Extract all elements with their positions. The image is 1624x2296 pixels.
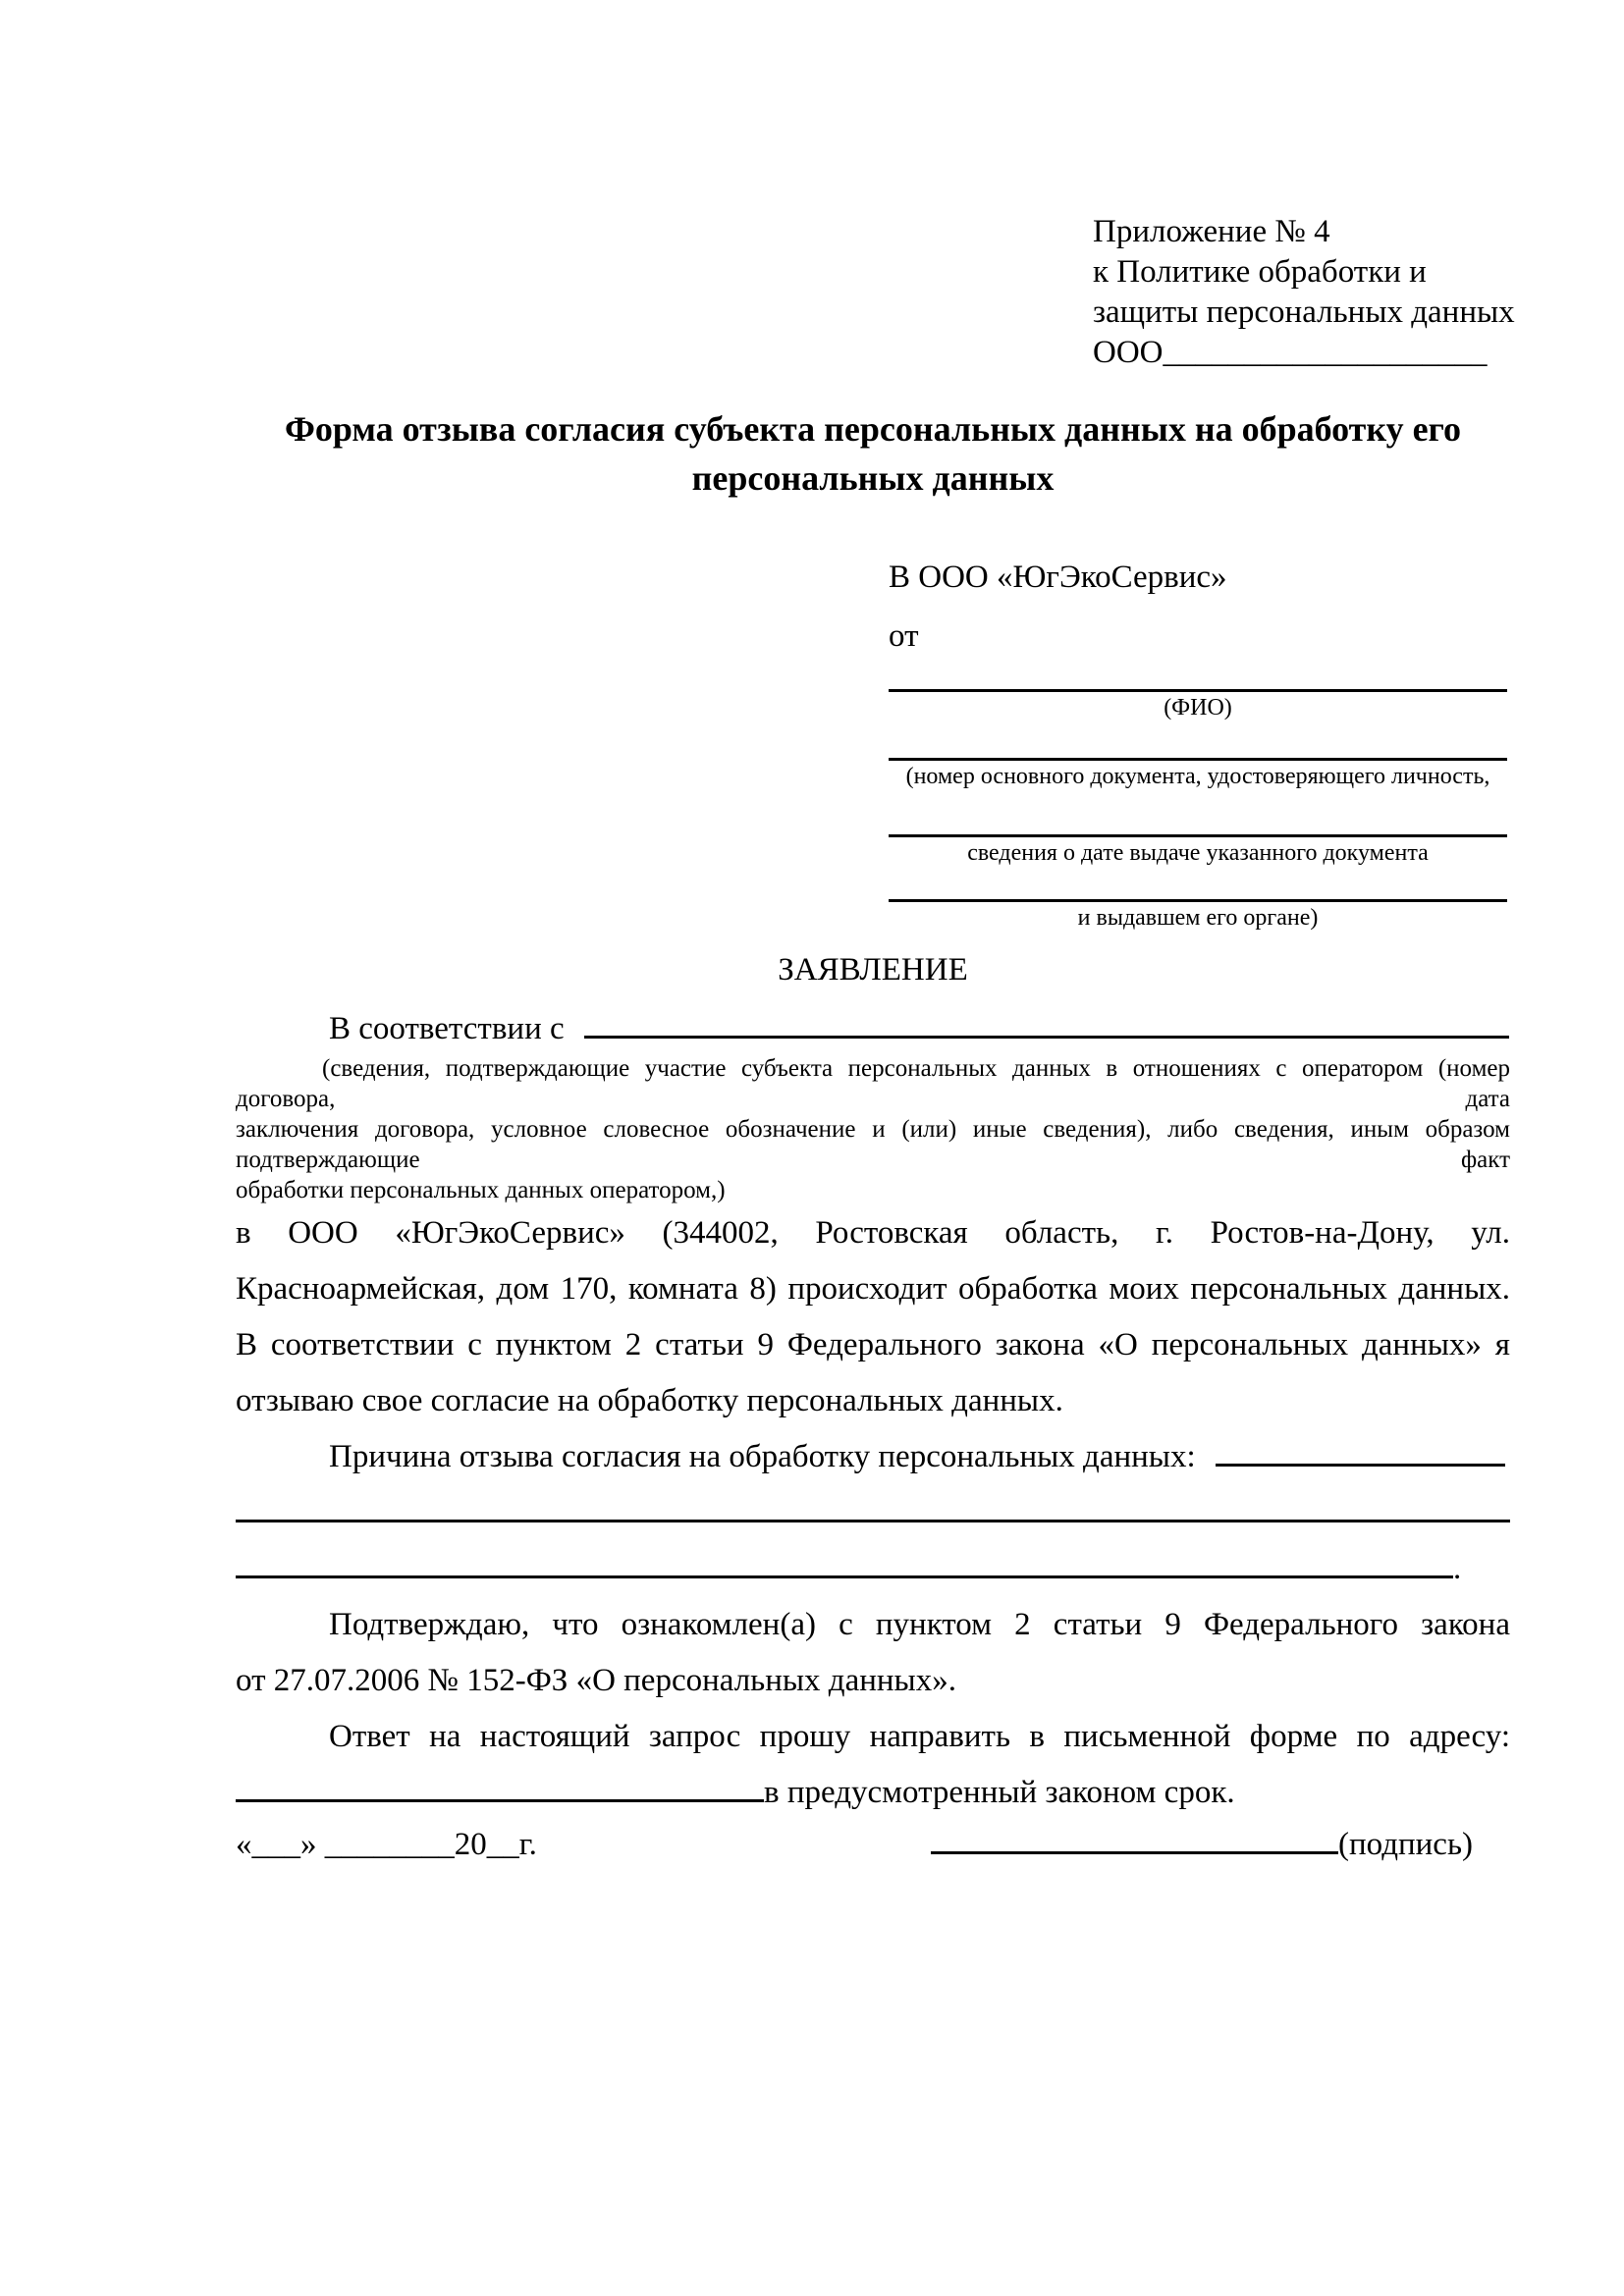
header-note-line: к Политике обработки и	[1093, 254, 1427, 290]
reply-address-row	[236, 1765, 1510, 1821]
accord-row	[236, 1004, 1510, 1053]
body-paragraph-line: В соответствии с пунктом 2 статьи 9 Федерального закона «О персональных данных» я	[236, 1327, 1510, 1362]
body-paragraph-line: Красноармейская, дом 170, комната 8) происходит обработка моих персональных данных.	[236, 1271, 1510, 1307]
signature-caption: (подпись)	[1338, 1827, 1473, 1862]
accord-caption	[236, 1053, 1510, 1205]
accord-caption-line: (сведения, подтверждающие участие субъекта персональных данных в отношениях с оператором (номер договора, дата	[236, 1055, 1510, 1112]
addressee-organization: В ООО «ЮгЭкоСервис»	[889, 560, 1227, 595]
reply-address-blank-line	[236, 1799, 764, 1802]
fio-caption: (ФИО)	[1164, 695, 1232, 721]
accord-blank-line	[584, 1036, 1509, 1039]
issue-date-blank-line	[889, 834, 1507, 837]
header-note-line: защиты персональных данных	[1093, 294, 1515, 330]
reason-blank-line-full-2	[236, 1575, 1453, 1578]
confirm-line: Подтверждаю, что ознакомлен(а) с пунктом 2 статьи 9 Федерального закона	[329, 1607, 1510, 1642]
accord-caption-line: обработки персональных данных оператором,)	[236, 1177, 726, 1203]
footer-row	[236, 1817, 1510, 1873]
signature-blank-line	[931, 1851, 1338, 1854]
accord-prefix: В соответствии с	[329, 1011, 565, 1046]
issue-date-caption: сведения о дате выдаче указанного документа	[967, 840, 1429, 866]
body-paragraph-line: в ООО «ЮгЭкоСервис» (344002, Ростовская область, г. Ростов-на-Дону, ул.	[236, 1215, 1510, 1251]
issuer-caption: и выдавшем его органе)	[1077, 905, 1319, 931]
body-paragraph-line: отзываю свое согласие на обработку персональных данных.	[236, 1383, 1063, 1418]
date-blank-line: «___» ________20__г.	[236, 1827, 537, 1862]
statement-body	[236, 1004, 1510, 1821]
statement-heading: ЗАЯВЛЕНИЕ	[778, 952, 968, 988]
document-number-blank-line	[889, 758, 1507, 761]
confirm-line: от 27.07.2006 № 152-ФЗ «О персональных данных».	[236, 1663, 956, 1698]
signature-group	[931, 1817, 1473, 1873]
reason-blank-row-2	[236, 1541, 1510, 1597]
addressee-block	[889, 548, 1507, 932]
document-number-caption: (номер основного документа, удостоверяющего личность,	[905, 764, 1490, 789]
header-note-line: Приложение № 4	[1093, 214, 1330, 249]
fio-blank-line	[889, 689, 1507, 692]
issuer-blank-line	[889, 899, 1507, 902]
document-title: Форма отзыва согласия субъекта персональных данных на обработку его персональных данных	[284, 409, 1462, 498]
addressee-from-label: от	[889, 618, 919, 654]
reason-blank-row-1	[236, 1485, 1510, 1541]
reason-blank-line	[1216, 1464, 1505, 1467]
header-note	[1093, 212, 1515, 373]
reply-line: Ответ на настоящий запрос прошу направить в письменной форме по адресу:	[329, 1719, 1510, 1754]
reason-row	[236, 1429, 1510, 1485]
reply-suffix: в предусмотренный законом срок.	[764, 1775, 1235, 1810]
reason-blank-line-full-1	[236, 1520, 1510, 1522]
reason-period: .	[1453, 1551, 1462, 1586]
header-note-line-ooo-blank: ООО____________________	[1093, 335, 1488, 370]
accord-caption-line: заключения договора, условное словесное обозначение и (или) иные сведения), либо сведения, иным образом подтверждающие факт	[236, 1116, 1510, 1173]
reason-label: Причина отзыва согласия на обработку персональных данных:	[329, 1439, 1196, 1474]
